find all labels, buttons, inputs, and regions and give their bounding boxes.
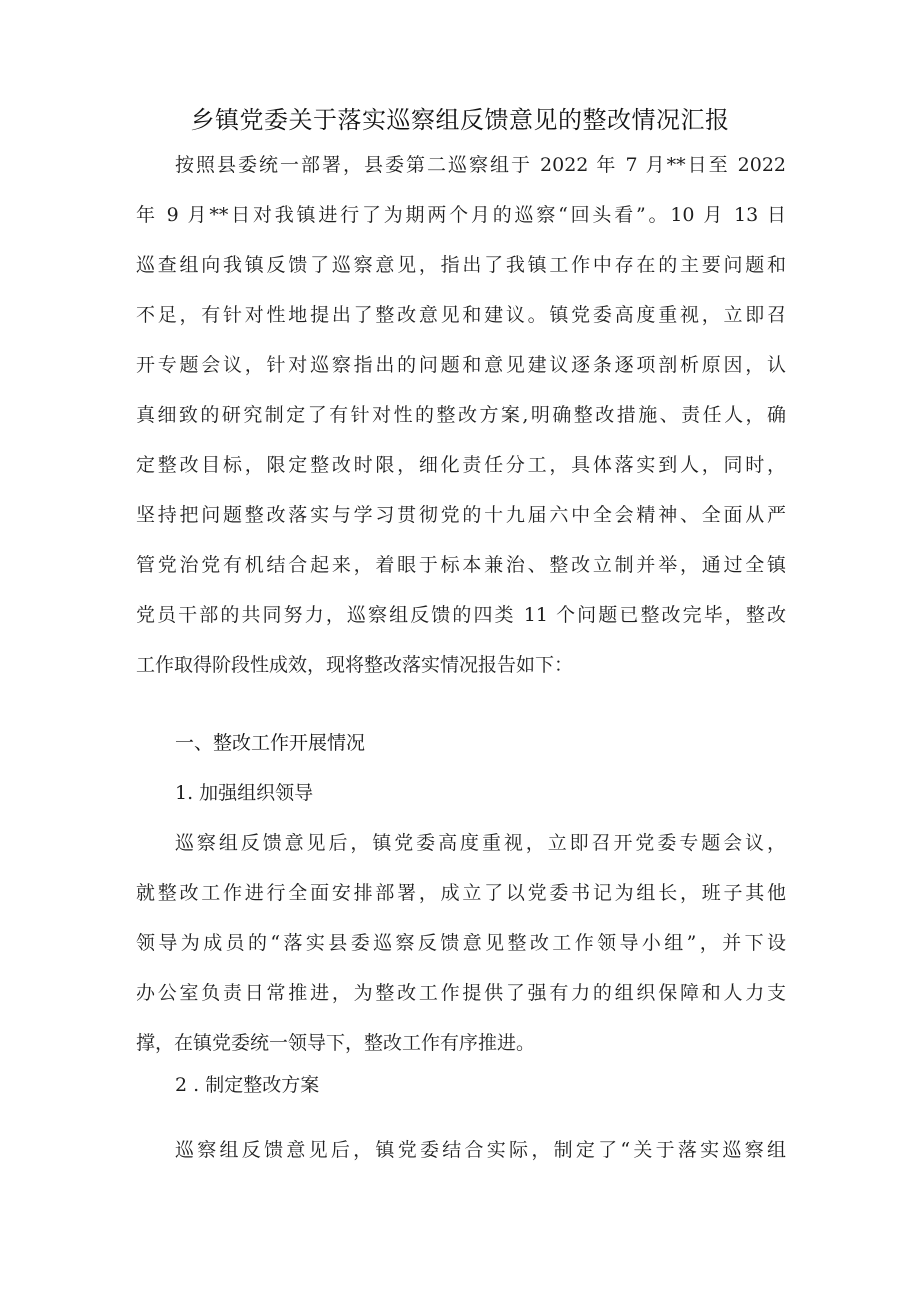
paragraph-line: 撑，在镇党委统一领导下，整改工作有序推进。 — [136, 1032, 536, 1054]
subsection-heading: 1. 加强组织领导 — [175, 782, 314, 804]
intro-line: 年 9 月**日对我镇进行了为期两个月的巡察“回头看”。10 月 13 日 — [136, 204, 786, 226]
paragraph-line: 巡察组反馈意见后，镇党委结合实际，制定了“关于落实巡察组 — [175, 1139, 786, 1161]
paragraph-line: 领导为成员的“落实县委巡察反馈意见整改工作领导小组”，并下设 — [136, 932, 786, 954]
paragraph-line: 就整改工作进行全面安排部署，成立了以党委书记为组长，班子其他 — [136, 882, 786, 904]
intro-line: 党员干部的共同努力，巡察组反馈的四类 11 个问题已整改完毕，整改 — [136, 604, 786, 626]
section-heading: 一、整改工作开展情况 — [175, 732, 366, 754]
intro-line: 真细致的研究制定了有针对性的整改方案,明确整改措施、责任人，确 — [136, 404, 786, 426]
intro-line: 巡查组向我镇反馈了巡察意见，指出了我镇工作中存在的主要问题和 — [136, 254, 786, 276]
intro-line: 按照县委统一部署，县委第二巡察组于 2022 年 7 月**日至 2022 — [175, 154, 786, 176]
intro-line: 开专题会议，针对巡察指出的问题和意见建议逐条逐项剖析原因，认 — [136, 354, 786, 376]
intro-line: 不足，有针对性地提出了整改意见和建议。镇党委高度重视，立即召 — [136, 304, 786, 326]
subsection-heading: 2 . 制定整改方案 — [175, 1074, 320, 1096]
intro-line: 定整改目标，限定整改时限，细化责任分工，具体落实到人，同时， — [136, 454, 786, 476]
intro-line: 工作取得阶段性成效，现将整改落实情况报告如下： — [136, 654, 574, 676]
intro-line: 管党治党有机结合起来，着眼于标本兼治、整改立制并举，通过全镇 — [136, 554, 786, 576]
document-title: 乡镇党委关于落实巡察组反馈意见的整改情况汇报 — [190, 106, 730, 134]
paragraph-line: 办公室负责日常推进，为整改工作提供了强有力的组织保障和人力支 — [136, 982, 786, 1004]
intro-line: 坚持把问题整改落实与学习贯彻党的十九届六中全会精神、全面从严 — [136, 504, 786, 526]
paragraph-line: 巡察组反馈意见后，镇党委高度重视，立即召开党委专题会议， — [175, 832, 786, 854]
